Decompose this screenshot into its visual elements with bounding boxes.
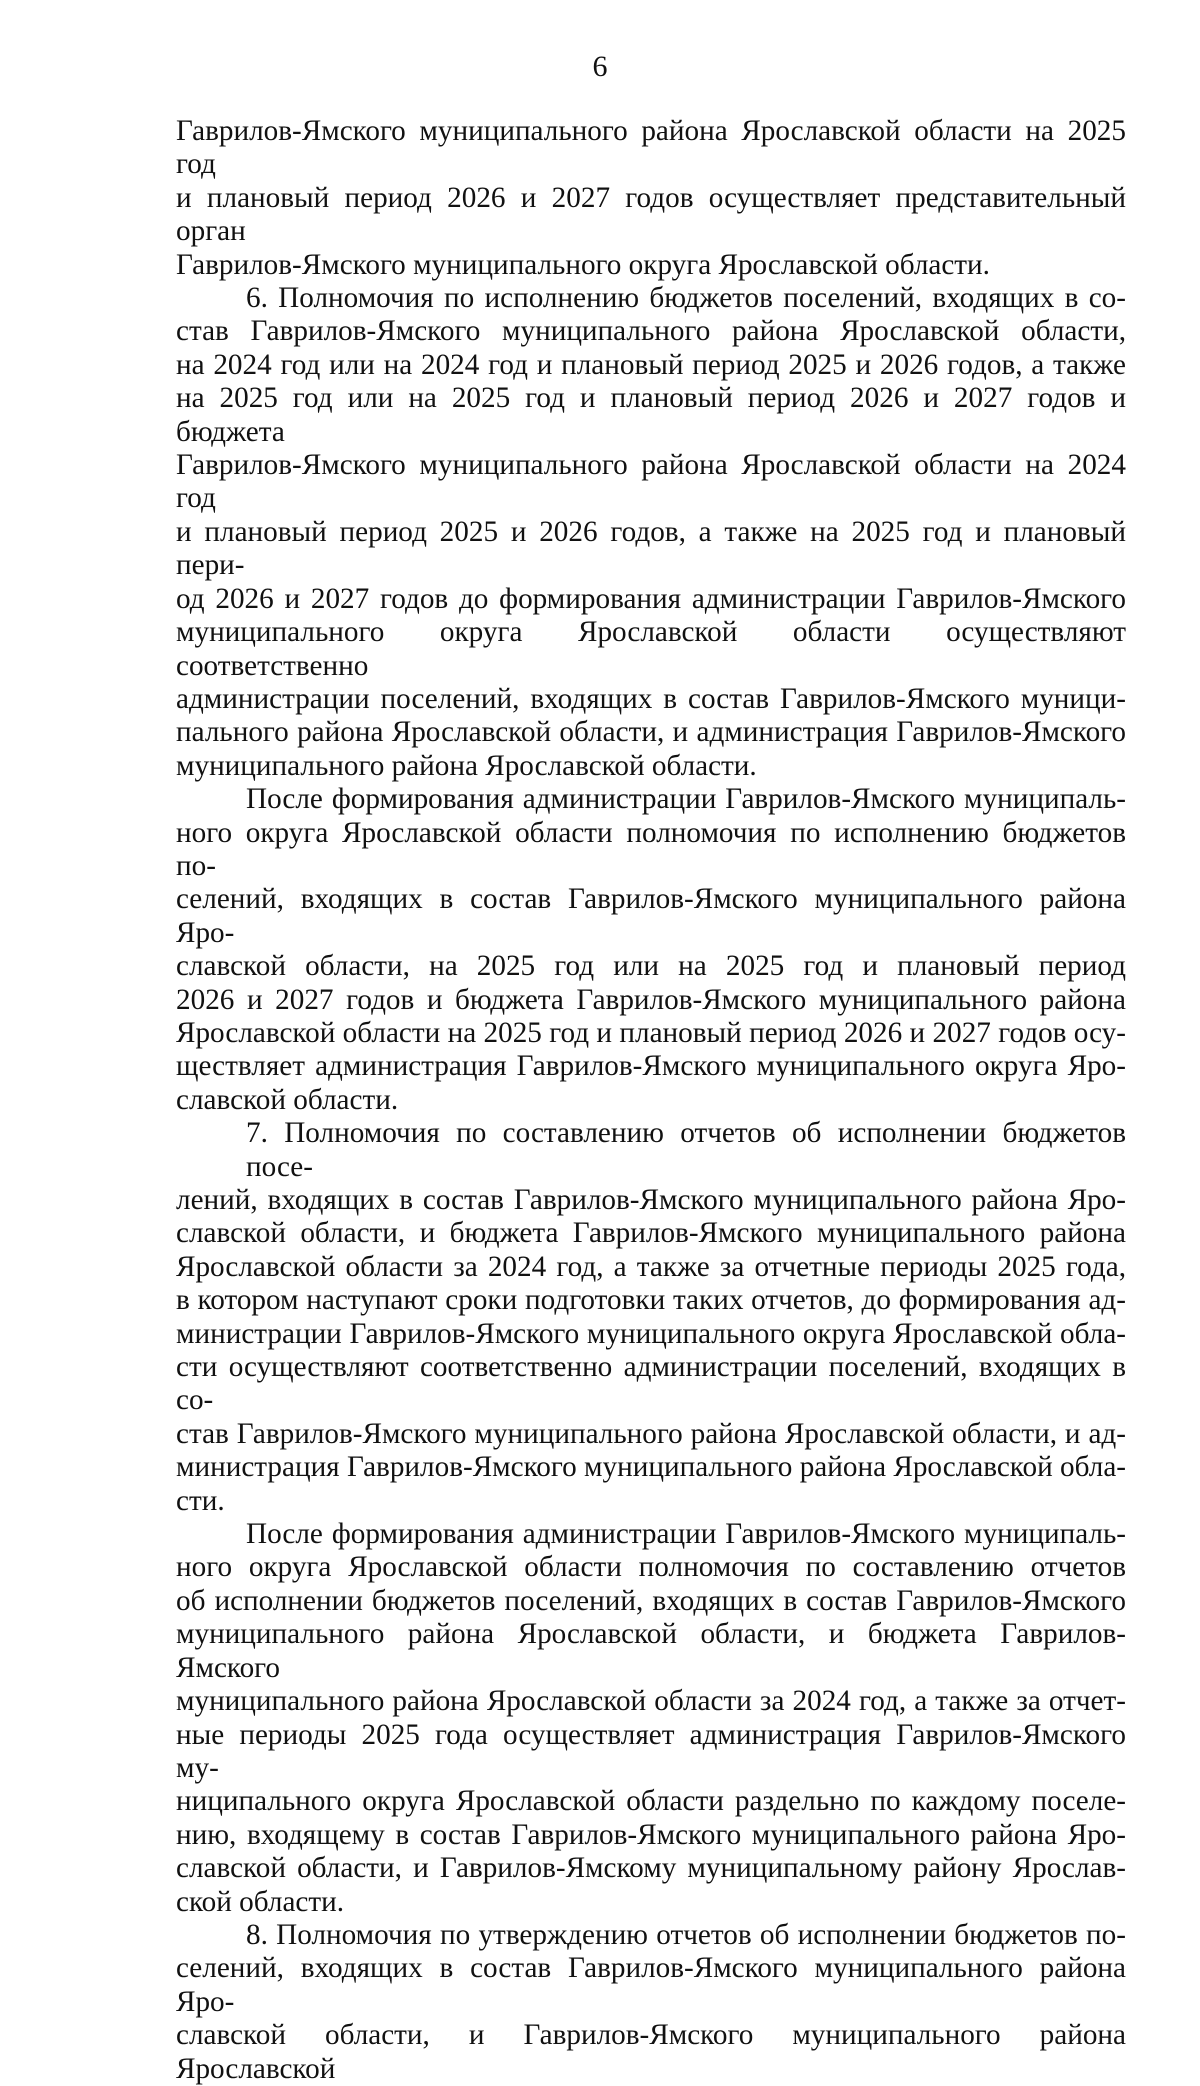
text-line: и плановый период 2026 и 2027 годов осуществляет представительный орган bbox=[176, 181, 1126, 248]
text-line: ниципального округа Ярославской области раздельно по каждому поселе- bbox=[176, 1785, 1126, 1818]
text-line: администрации поселений, входящих в состав Гаврилов-Ямского муници- bbox=[176, 682, 1126, 715]
text-line: селений, входящих в состав Гаврилов-Ямского муниципального района Яро- bbox=[176, 1952, 1126, 2018]
paragraph bbox=[176, 115, 1126, 282]
text-line: на 2024 год или на 2024 год и плановый период 2025 и 2026 годов, а также bbox=[176, 348, 1126, 381]
text-line: став Гаврилов-Ямского муниципального района Ярославской области, и ад- bbox=[176, 1417, 1126, 1450]
page-number: 6 bbox=[592, 50, 608, 83]
text-line: славской области, и Гаврилов-Ямского муниципального района Ярославской bbox=[176, 2019, 1126, 2085]
text-line: од 2026 и 2027 годов до формирования администрации Гаврилов-Ямского bbox=[176, 582, 1126, 615]
text-line: Гаврилов-Ямского муниципального района Ярославской области на 2024 год bbox=[176, 449, 1126, 515]
text-line: на 2025 год или на 2025 год и плановый период 2026 и 2027 годов и бюджета bbox=[176, 382, 1126, 448]
text-line: министрации Гаврилов-Ямского муниципального округа Ярославской обла- bbox=[176, 1317, 1126, 1350]
text-line: в котором наступают сроки подготовки таких отчетов, до формирования ад- bbox=[176, 1284, 1126, 1317]
text-line: славской области. bbox=[176, 1083, 399, 1116]
text-line: Ярославской области за 2024 год, а также за отчетные периоды 2025 года, bbox=[176, 1250, 1126, 1283]
paragraph bbox=[176, 1117, 1126, 1518]
text-line: Ярославской области на 2025 год и плановый период 2026 и 2027 годов осу- bbox=[176, 1016, 1126, 1049]
paragraph bbox=[176, 1518, 1126, 1919]
text-line: После формирования администрации Гаврилов-Ямского муниципаль- bbox=[246, 1518, 1126, 1551]
text-line: славской области, и Гаврилов-Ямскому муниципальному району Ярослав- bbox=[176, 1852, 1126, 1885]
text-line: министрация Гаврилов-Ямского муниципального района Ярославской обла- bbox=[176, 1451, 1126, 1484]
text-line: славской области, и бюджета Гаврилов-Ямского муниципального района bbox=[176, 1217, 1126, 1250]
text-line: славской области, на 2025 год или на 2025 год и плановый период bbox=[176, 950, 1126, 983]
text-line: ные периоды 2025 года осуществляет администрация Гаврилов-Ямского му- bbox=[176, 1718, 1126, 1784]
text-line: и плановый период 2025 и 2026 годов, а также на 2025 год и плановый пери- bbox=[176, 515, 1126, 582]
text-line: нию, входящему в состав Гаврилов-Ямского муниципального района Яро- bbox=[176, 1818, 1126, 1851]
text-line: 8. Полномочия по утверждению отчетов об исполнении бюджетов по- bbox=[246, 1918, 1126, 1951]
paragraph bbox=[176, 1919, 1126, 2086]
text-line: Гаврилов-Ямского муниципального округа Ярославской области. bbox=[176, 248, 990, 281]
text-line: ществляет администрация Гаврилов-Ямского муниципального округа Яро- bbox=[176, 1050, 1126, 1083]
text-line: 2026 и 2027 годов и бюджета Гаврилов-Ямского муниципального района bbox=[176, 983, 1126, 1016]
text-line: ного округа Ярославской области полномочия по составлению отчетов bbox=[176, 1551, 1126, 1584]
document-body bbox=[176, 115, 1126, 2086]
text-line: муниципального округа Ярославской области осуществляют соответственно bbox=[176, 616, 1126, 682]
text-line: ного округа Ярославской области полномочия по исполнению бюджетов по- bbox=[176, 816, 1126, 882]
text-line: муниципального района Ярославской области. bbox=[176, 749, 757, 782]
text-line: селений, входящих в состав Гаврилов-Ямского муниципального района Яро- bbox=[176, 883, 1126, 949]
text-line: пального района Ярославской области, и администрация Гаврилов-Ямского bbox=[176, 716, 1126, 749]
paragraph bbox=[176, 282, 1126, 783]
text-line: муниципального района Ярославской области, и бюджета Гаврилов-Ямского bbox=[176, 1618, 1126, 1684]
text-line: став Гаврилов-Ямского муниципального района Ярославской области, bbox=[176, 315, 1126, 348]
text-line: 7. Полномочия по составлению отчетов об исполнении бюджетов посе- bbox=[246, 1117, 1126, 1183]
paragraph bbox=[176, 783, 1126, 1117]
text-line: Гаврилов-Ямского муниципального района Ярославской области на 2025 год bbox=[176, 115, 1126, 181]
text-line: лений, входящих в состав Гаврилов-Ямского муниципального района Яро- bbox=[176, 1184, 1126, 1216]
text-line: После формирования администрации Гаврилов-Ямского муниципаль- bbox=[246, 783, 1126, 816]
text-line: 6. Полномочия по исполнению бюджетов поселений, входящих в со- bbox=[246, 282, 1126, 315]
text-line: об исполнении бюджетов поселений, входящих в состав Гаврилов-Ямского bbox=[176, 1584, 1126, 1617]
text-line: ской области. bbox=[176, 1885, 345, 1918]
text-line: сти осуществляют соответственно администрации поселений, входящих в со- bbox=[176, 1351, 1126, 1417]
text-line: муниципального района Ярославской области за 2024 год, а также за отчет- bbox=[176, 1685, 1126, 1718]
text-line: сти. bbox=[176, 1484, 225, 1517]
